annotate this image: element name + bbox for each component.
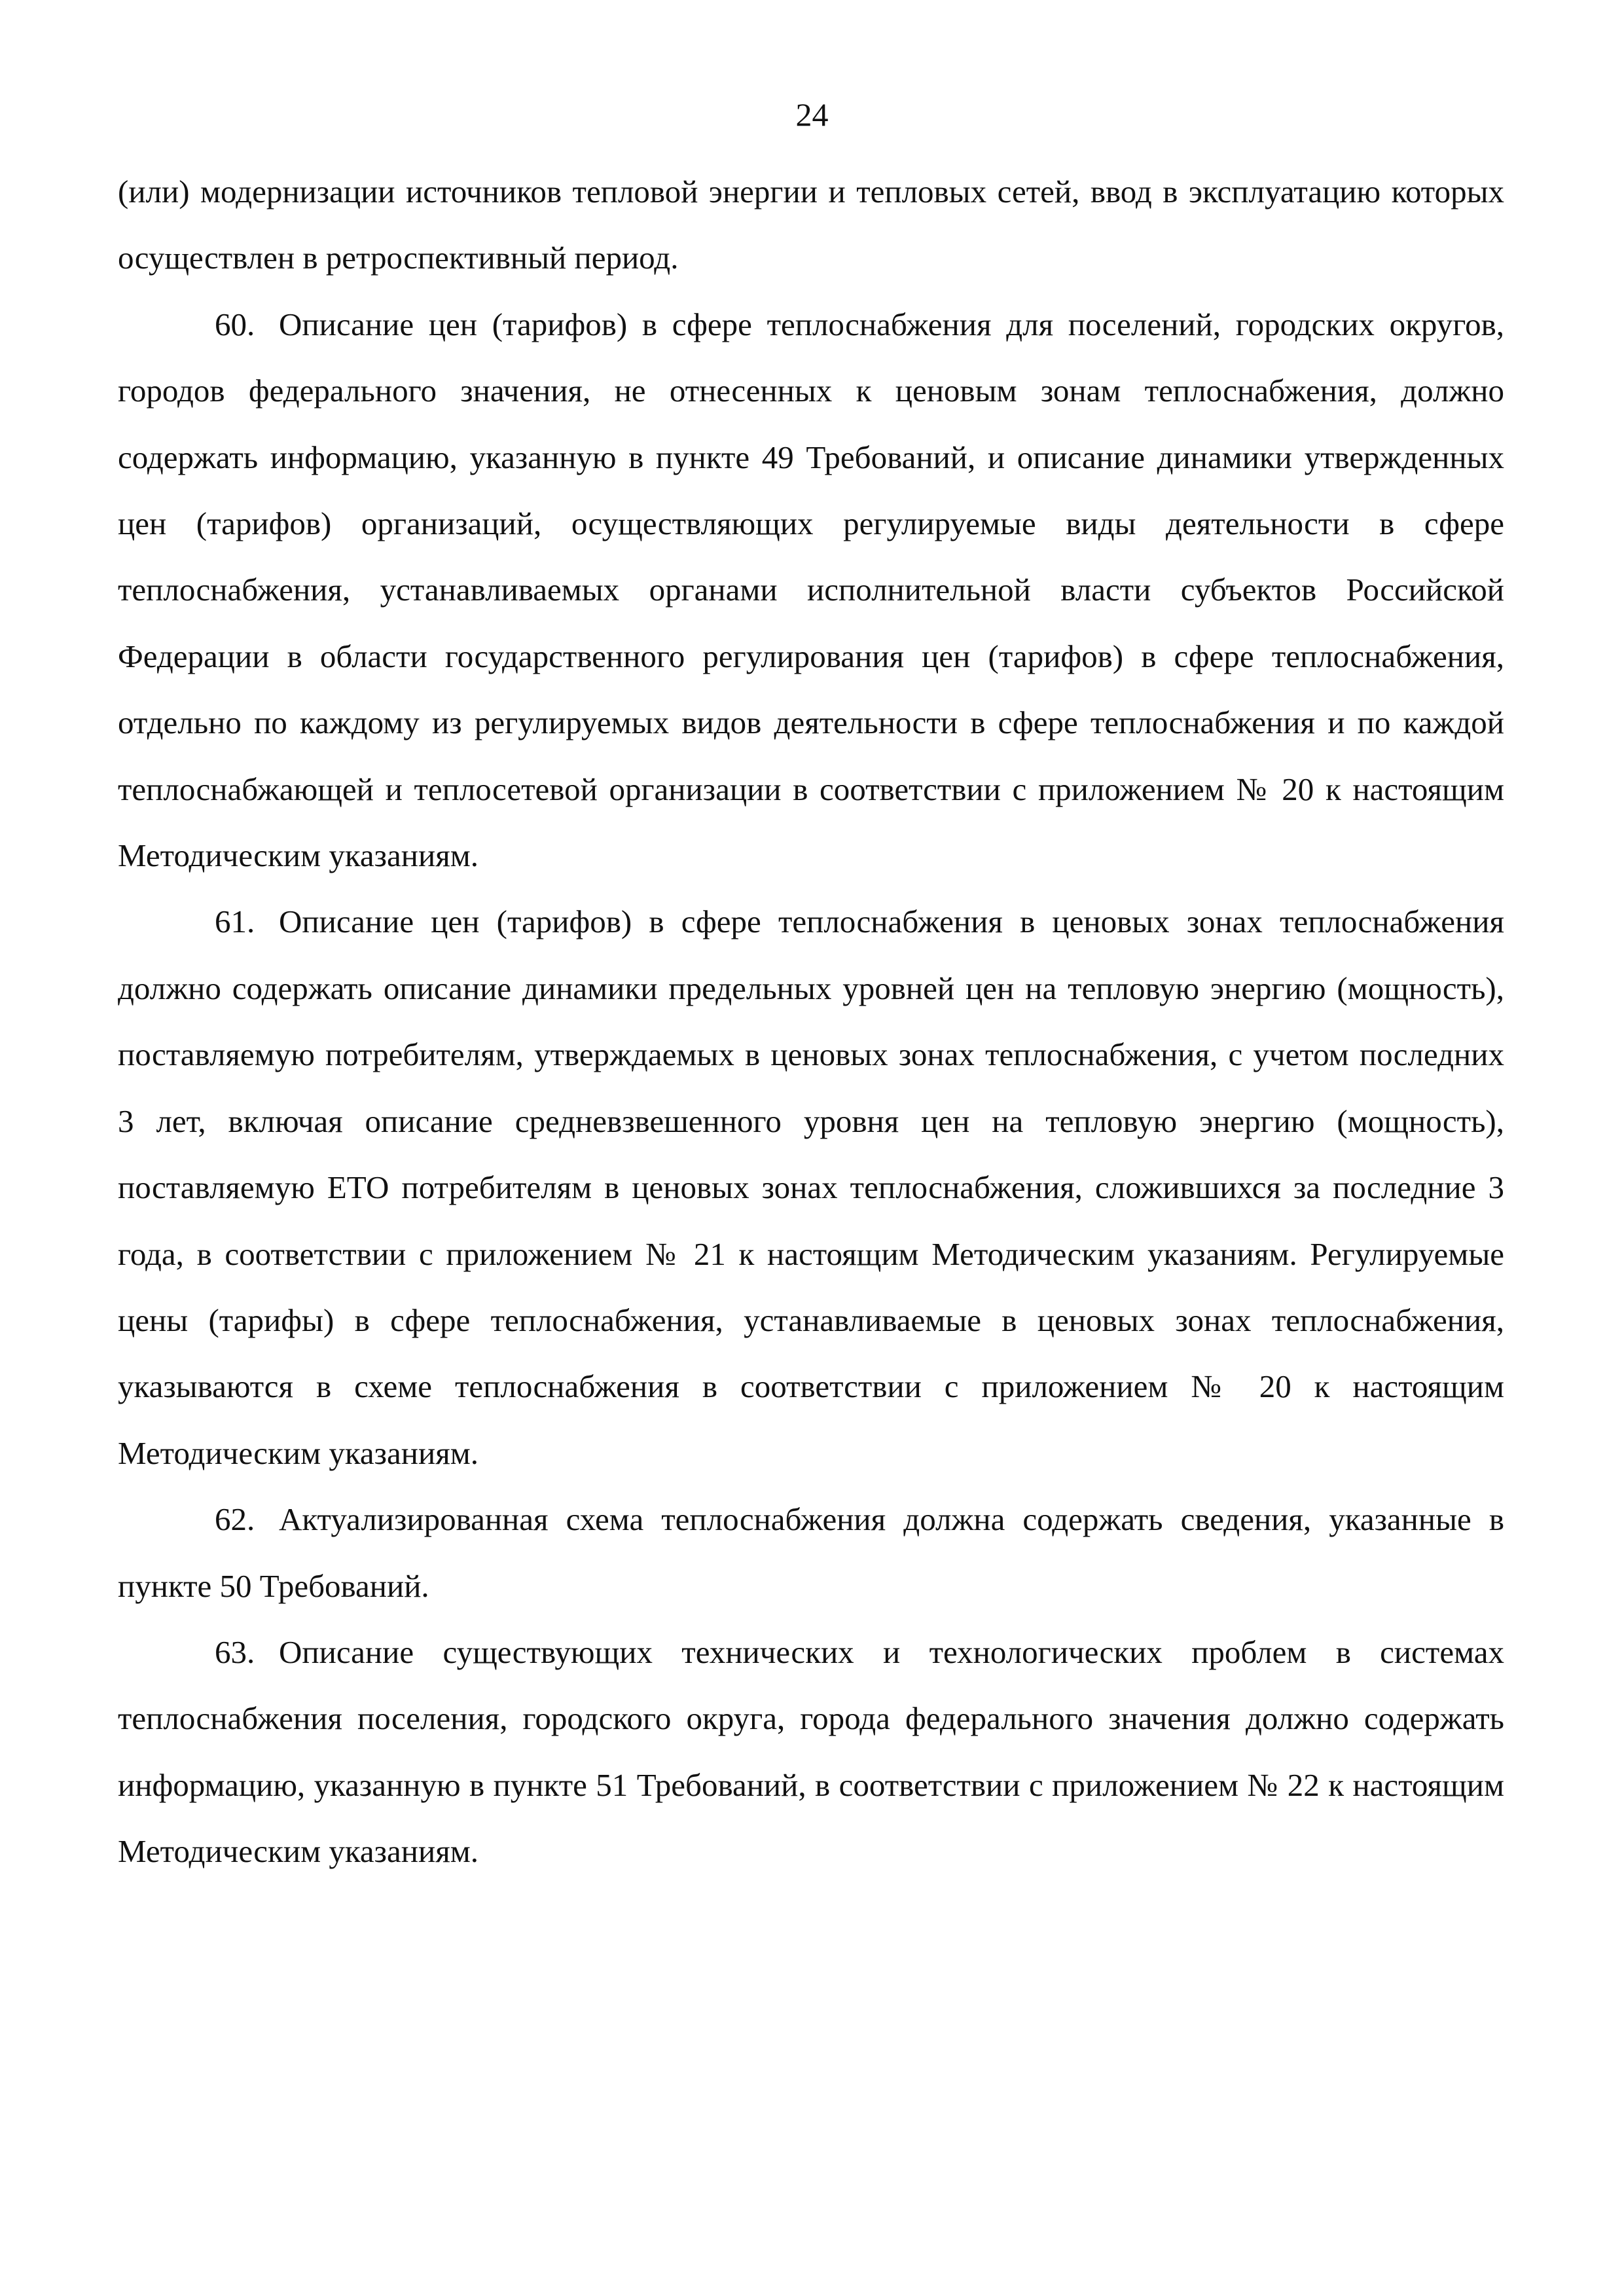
paragraph-63: [118, 1619, 1504, 1885]
paragraph-number: 60.: [215, 306, 255, 342]
paragraph-62: [118, 1486, 1504, 1619]
paragraph-continuation: [118, 158, 1504, 291]
paragraph-number: 61.: [215, 903, 255, 940]
document-body: [118, 158, 1504, 1885]
paragraph-61: [118, 888, 1504, 1486]
page-number: 24: [795, 96, 829, 133]
paragraph-text: Описание существующих технических и технологических проблем в системах теплоснабжения поселения, городского округа, города федерального значения должно содержать информацию, указанную в пункте 51 Требований, в соответствии с приложением № 22 к настоящим Методическим указаниям.: [118, 1633, 1504, 1870]
paragraph-text: Описание цен (тарифов) в сфере теплоснабжения в ценовых зонах теплоснабжения должно содержать описание динамики предельных уровней цен на тепловую энергию (мощность), поставляемую потребителям, утверждаемых в ценовых зонах теплоснабжения, с учетом последних 3 лет, включая описание средневзвешенного уровня цен на тепловую энергию (мощность), поставляемую ЕТО потребителям в ценовых зонах теплоснабжения, сложившихся за последние 3 года, в соответствии с приложением № 21 к настоящим Методическим указаниям. Регулируемые цены (тарифы) в сфере теплоснабжения, устанавливаемые в ценовых зонах теплоснабжения, указываются в схеме теплоснабжения в соответствии с приложением № 20 к настоящим Методическим указаниям.: [118, 903, 1504, 1471]
paragraph-number: 63.: [215, 1633, 255, 1670]
paragraph-number: 62.: [215, 1501, 255, 1538]
paragraph-text: Описание цен (тарифов) в сфере теплоснабжения для поселений, городских округов, городов федерального значения, не отнесенных к ценовым зонам теплоснабжения, должно содержать информацию, указанную в пункте 49 Требований, и описание динамики утвержденных цен (тарифов) организаций, осуществляющих регулируемые виды деятельности в сфере теплоснабжения, устанавливаемых органами исполнительной власти субъектов Российской Федерации в области государственного регулирования цен (тарифов) в сфере теплоснабжения, отдельно по каждому из регулируемых видов деятельности в сфере теплоснабжения и по каждой теплоснабжающей и теплосетевой организации в соответствии с приложением № 20 к настоящим Методическим указаниям.: [118, 306, 1504, 874]
paragraph-60: [118, 291, 1504, 889]
paragraph-text: (или) модернизации источников тепловой энергии и тепловых сетей, ввод в эксплуатацию которых осуществлен в ретроспективный период.: [118, 173, 1504, 276]
paragraph-text: Актуализированная схема теплоснабжения должна содержать сведения, указанные в пункте 50 Требований.: [118, 1501, 1504, 1604]
